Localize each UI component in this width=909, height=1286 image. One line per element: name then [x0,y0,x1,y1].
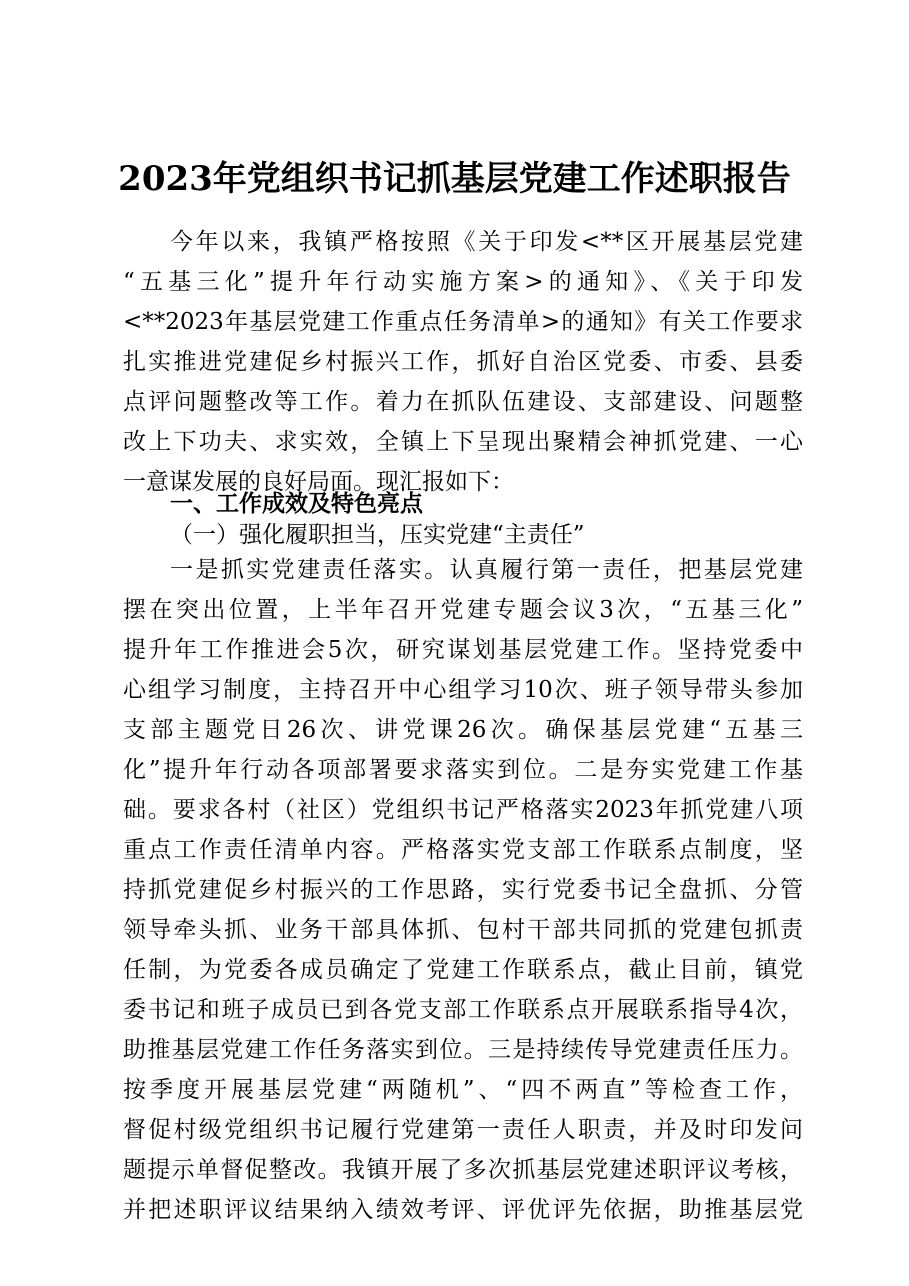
paragraph-line: 助推基层党建工作任务落实到位。三是持续传导党建责任压力。 [123,1037,803,1063]
paragraph-line: 今年以来，我镇严格按照《关于印发<**区开展基层党建 [170,229,803,255]
paragraph-line: 按季度开展基层党建“两随机”、“四不两直”等检查工作， [123,1077,803,1103]
paragraph-line: 化”提升年行动各项部署要求落实到位。二是夯实党建工作基 [123,757,803,783]
paragraph-line: 摆在突出位置，上半年召开党建专题会议3次，“五基三化” [123,597,803,623]
paragraph-line: 督促村级党组织书记履行党建第一责任人职责，并及时印发问 [123,1117,803,1143]
subsection-heading: （一）强化履职担当，压实党建“主责任” [170,522,585,548]
paragraph-line: 委书记和班子成员已到各党支部工作联系点开展联系指导4次， [123,997,803,1023]
paragraph-line: 支部主题党日26次、讲党课26次。确保基层党建“五基三 [123,717,803,743]
paragraph-line: 础。要求各村（社区）党组织书记严格落实2023年抓党建八项 [123,797,803,823]
document-title: 2023年党组织书记抓基层党建工作述职报告 [118,159,791,199]
paragraph-line: 任制，为党委各成员确定了党建工作联系点，截止目前，镇党 [123,957,803,983]
paragraph-line: 持抓党建促乡村振兴的工作思路，实行党委书记全盘抓、分管 [123,877,803,903]
paragraph-line: 重点工作责任清单内容。严格落实党支部工作联系点制度，坚 [123,837,803,863]
paragraph-line: 心组学习制度，主持召开中心组学习10次、班子领导带头参加 [123,677,803,703]
paragraph-line: 领导牵头抓、业务干部具体抓、包村干部共同抓的党建包抓责 [123,917,803,943]
paragraph-line: 扎实推进党建促乡村振兴工作，抓好自治区党委、市委、县委 [123,349,803,375]
section-heading: 一、工作成效及特色亮点 [170,490,423,517]
paragraph-line: 一意谋发展的良好局面。现汇报如下： [123,469,514,495]
paragraph-line: 并把述职评议结果纳入绩效考评、评优评先依据，助推基层党 [123,1197,803,1223]
paragraph-line: 题提示单督促整改。我镇开展了多次抓基层党建述职评议考核， [123,1157,803,1183]
paragraph-line: 提升年工作推进会5次，研究谋划基层党建工作。坚持党委中 [123,637,803,663]
paragraph-line: 一是抓实党建责任落实。认真履行第一责任，把基层党建 [170,557,803,583]
paragraph-line: 点评问题整改等工作。着力在抓队伍建设、支部建设、问题整 [123,389,803,415]
paragraph-line: 改上下功夫、求实效，全镇上下呈现出聚精会神抓党建、一心 [123,429,803,455]
paragraph-line: “五基三化”提升年行动实施方案>的通知》、《关于印发 [123,269,803,295]
paragraph-line: <**2023年基层党建工作重点任务清单>的通知》有关工作要求 [123,309,803,335]
